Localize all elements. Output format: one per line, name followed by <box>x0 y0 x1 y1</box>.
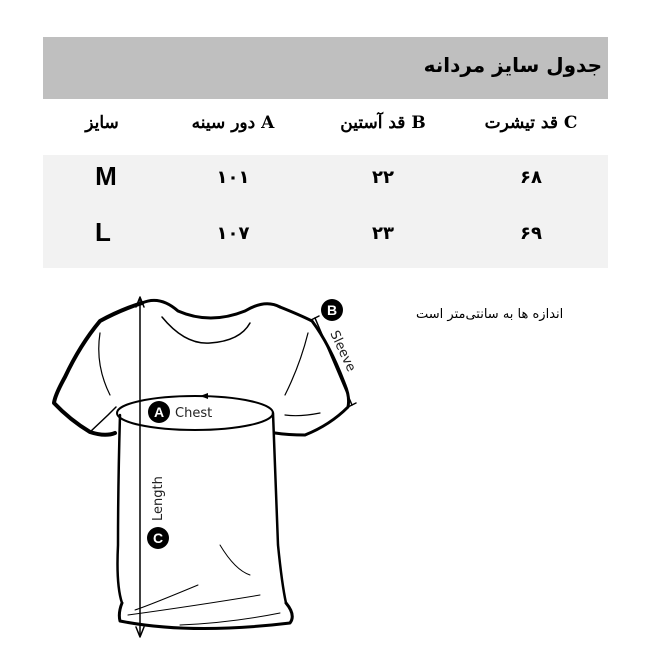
size-cell: M <box>95 161 117 191</box>
table-body <box>43 155 608 268</box>
table-title: جدول سایز مردانه <box>423 53 602 77</box>
header-size: سایز <box>85 113 119 133</box>
length-label: Length <box>151 476 166 521</box>
sleeve-cell: ۲۲ <box>372 167 394 188</box>
units-note: اندازه ها به سانتی‌متر است <box>416 307 564 322</box>
chest-cell: ۱۰۷ <box>216 223 250 244</box>
header-length: C قد تیشرت <box>484 113 578 133</box>
chest-label: Chest <box>175 406 213 421</box>
header-chest: A دور سینه <box>191 113 275 133</box>
svg-text:B: B <box>326 302 338 318</box>
sleeve-label: Sleeve <box>326 328 359 375</box>
length-cell: ۶۸ <box>520 167 542 188</box>
sleeve-marker <box>321 299 358 374</box>
table-header-row <box>43 99 608 155</box>
svg-text:A: A <box>153 404 165 420</box>
length-cell: ۶۹ <box>520 223 542 244</box>
length-marker <box>147 476 169 549</box>
chest-marker <box>148 401 212 423</box>
size-table <box>43 37 608 268</box>
size-cell: L <box>95 217 111 247</box>
chest-cell: ۱۰۱ <box>216 167 250 188</box>
header-sleeve: B قد آستین <box>340 113 426 133</box>
svg-text:C: C <box>152 530 164 546</box>
table-title-band <box>43 37 608 99</box>
sleeve-cell: ۲۳ <box>372 223 394 244</box>
tshirt-diagram <box>50 285 370 655</box>
